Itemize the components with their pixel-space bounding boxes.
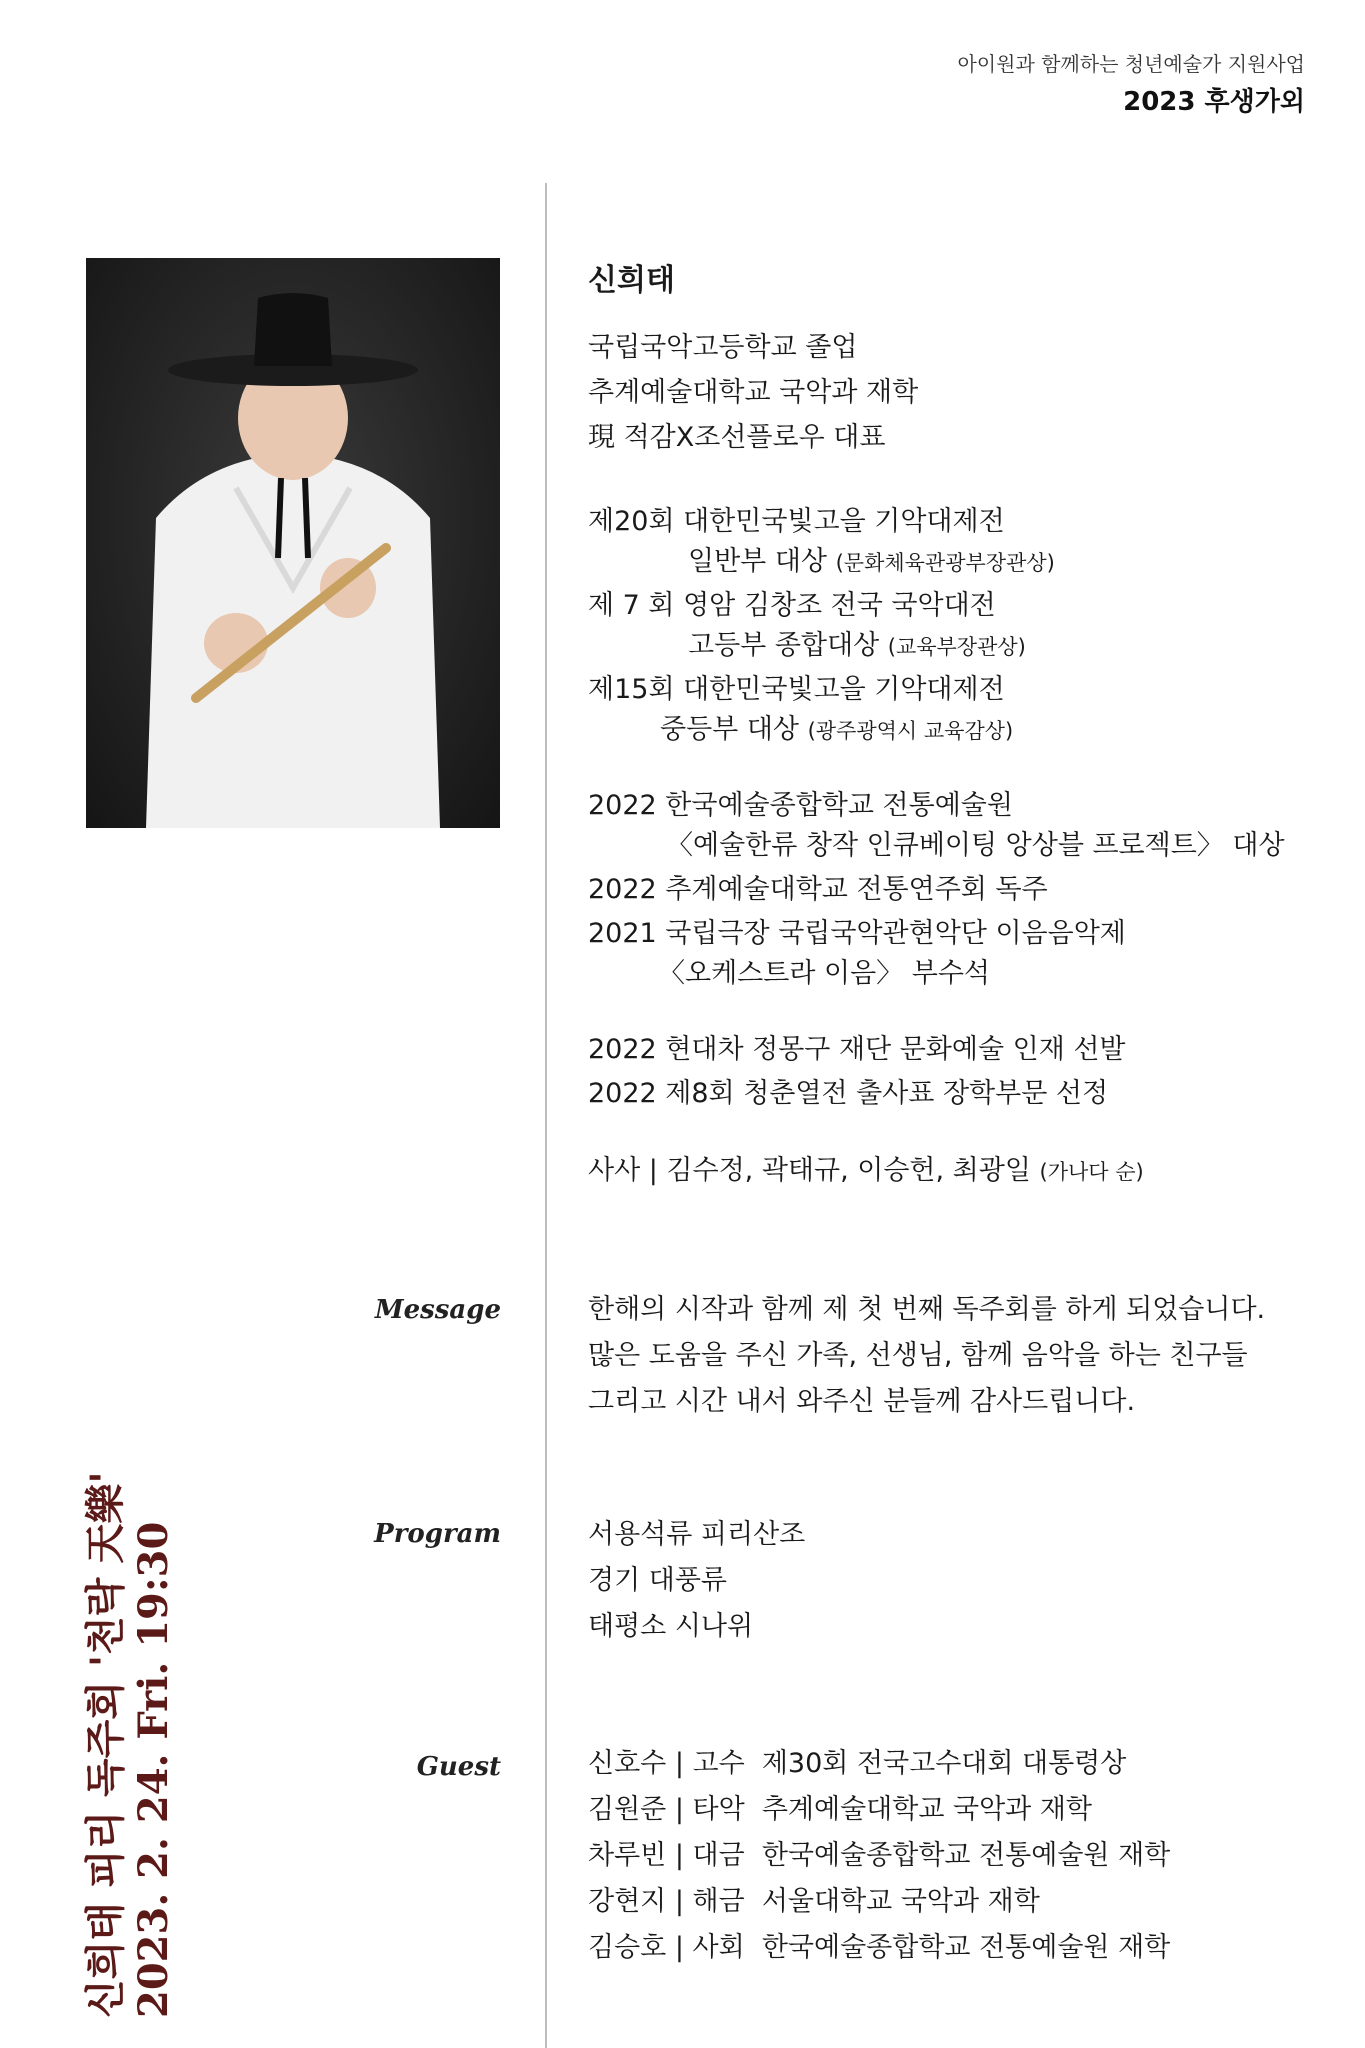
header-title: 2023 후생가외 [1123,87,1305,117]
guest-item [588,1842,1170,1869]
program-item: 경기 대풍류 [588,1565,727,1596]
award-title: 제20회 대한민국빛고을 기악대제전 [588,506,1005,537]
vertical-event-title [82,1471,178,2018]
message-line: 그리고 시간 내서 와주신 분들께 감사드립니다. [588,1386,1136,1417]
award-detail-text: 고등부 종합대상 [688,630,880,661]
guest-item [588,1888,1040,1915]
activity-line: 2021 국립극장 국립국악관현악단 이음음악제 [588,918,1126,949]
guest-name: 차루빈 | 대금 [588,1840,745,1871]
message-line: 많은 도움을 주신 가족, 선생님, 함께 음악을 하는 친구들 [588,1340,1248,1371]
education-item: 現 적감X조선플로우 대표 [588,422,886,453]
program-label: Program [374,1519,501,1549]
header-subtitle: 아이원과 함께하는 청년예술가 지원사업 [957,52,1305,76]
guest-desc: 서울대학교 국악과 재학 [761,1886,1040,1917]
event-datetime: 2023. 2. 24. Fri. 19:30 [130,1521,177,2018]
guest-name: 강현지 | 해금 [588,1886,745,1917]
message-line: 한해의 시작과 함께 제 첫 번째 독주회를 하게 되었습니다. [588,1294,1266,1325]
award-detail [660,716,1013,743]
teachers-note: (가나다 순) [1039,1160,1144,1184]
guest-item [588,1934,1170,1961]
guest-desc: 추계예술대학교 국악과 재학 [761,1794,1092,1825]
guest-desc: 제30회 전국고수대회 대통령상 [761,1748,1127,1779]
guest-name: 신호수 | 고수 [588,1748,745,1779]
selection-line: 2022 제8회 청춘열전 출사표 장학부문 선정 [588,1078,1109,1109]
award-detail [688,548,1055,575]
award-title: 제 7 회 영암 김창조 전국 국악대전 [588,590,996,621]
guest-desc: 한국예술종합학교 전통예술원 재학 [761,1840,1171,1871]
activity-line: 〈오케스트라 이음〉 부수석 [658,958,990,989]
selection-line: 2022 현대차 정몽구 재단 문화예술 인재 선발 [588,1034,1126,1065]
program-item: 태평소 시나위 [588,1611,754,1642]
program-item: 서용석류 피리산조 [588,1519,806,1550]
message-label: Message [374,1295,501,1325]
activity-line: 2022 한국예술종합학교 전통예술원 [588,790,1013,821]
teachers-line [588,1157,1144,1184]
award-note: (교육부장관상) [887,635,1026,659]
award-title: 제15회 대한민국빛고을 기악대제전 [588,674,1005,705]
award-detail-text: 중등부 대상 [660,714,799,745]
activity-line: 2022 추계예술대학교 전통연주회 독주 [588,874,1048,905]
guest-label: Guest [416,1752,501,1782]
performer-photo [86,258,500,828]
guest-item [588,1796,1092,1823]
performer-illustration [86,258,500,828]
award-note: (광주광역시 교육감상) [807,719,1014,743]
guest-desc: 한국예술종합학교 전통예술원 재학 [761,1932,1171,1963]
header [957,48,1305,118]
award-detail [688,632,1026,659]
event-title: 신희태 피리 독주회 '천락 天樂' [82,1471,129,2018]
award-detail-text: 일반부 대상 [688,546,827,577]
guest-name: 김승호 | 사회 [588,1932,745,1963]
activity-line: 〈예술한류 창작 인큐베이팅 앙상블 프로젝트〉 대상 [666,830,1285,861]
teachers-text: 사사 | 김수정, 곽태규, 이승헌, 최광일 [588,1155,1031,1186]
performer-name: 신희태 [588,263,675,298]
education-item: 추계예술대학교 국악과 재학 [588,377,919,408]
award-note: (문화체육관광부장관상) [835,551,1055,575]
education-item: 국립국악고등학교 졸업 [588,332,858,363]
divider-line [545,183,547,2048]
guest-item [588,1750,1126,1777]
guest-name: 김원준 | 타악 [588,1794,745,1825]
